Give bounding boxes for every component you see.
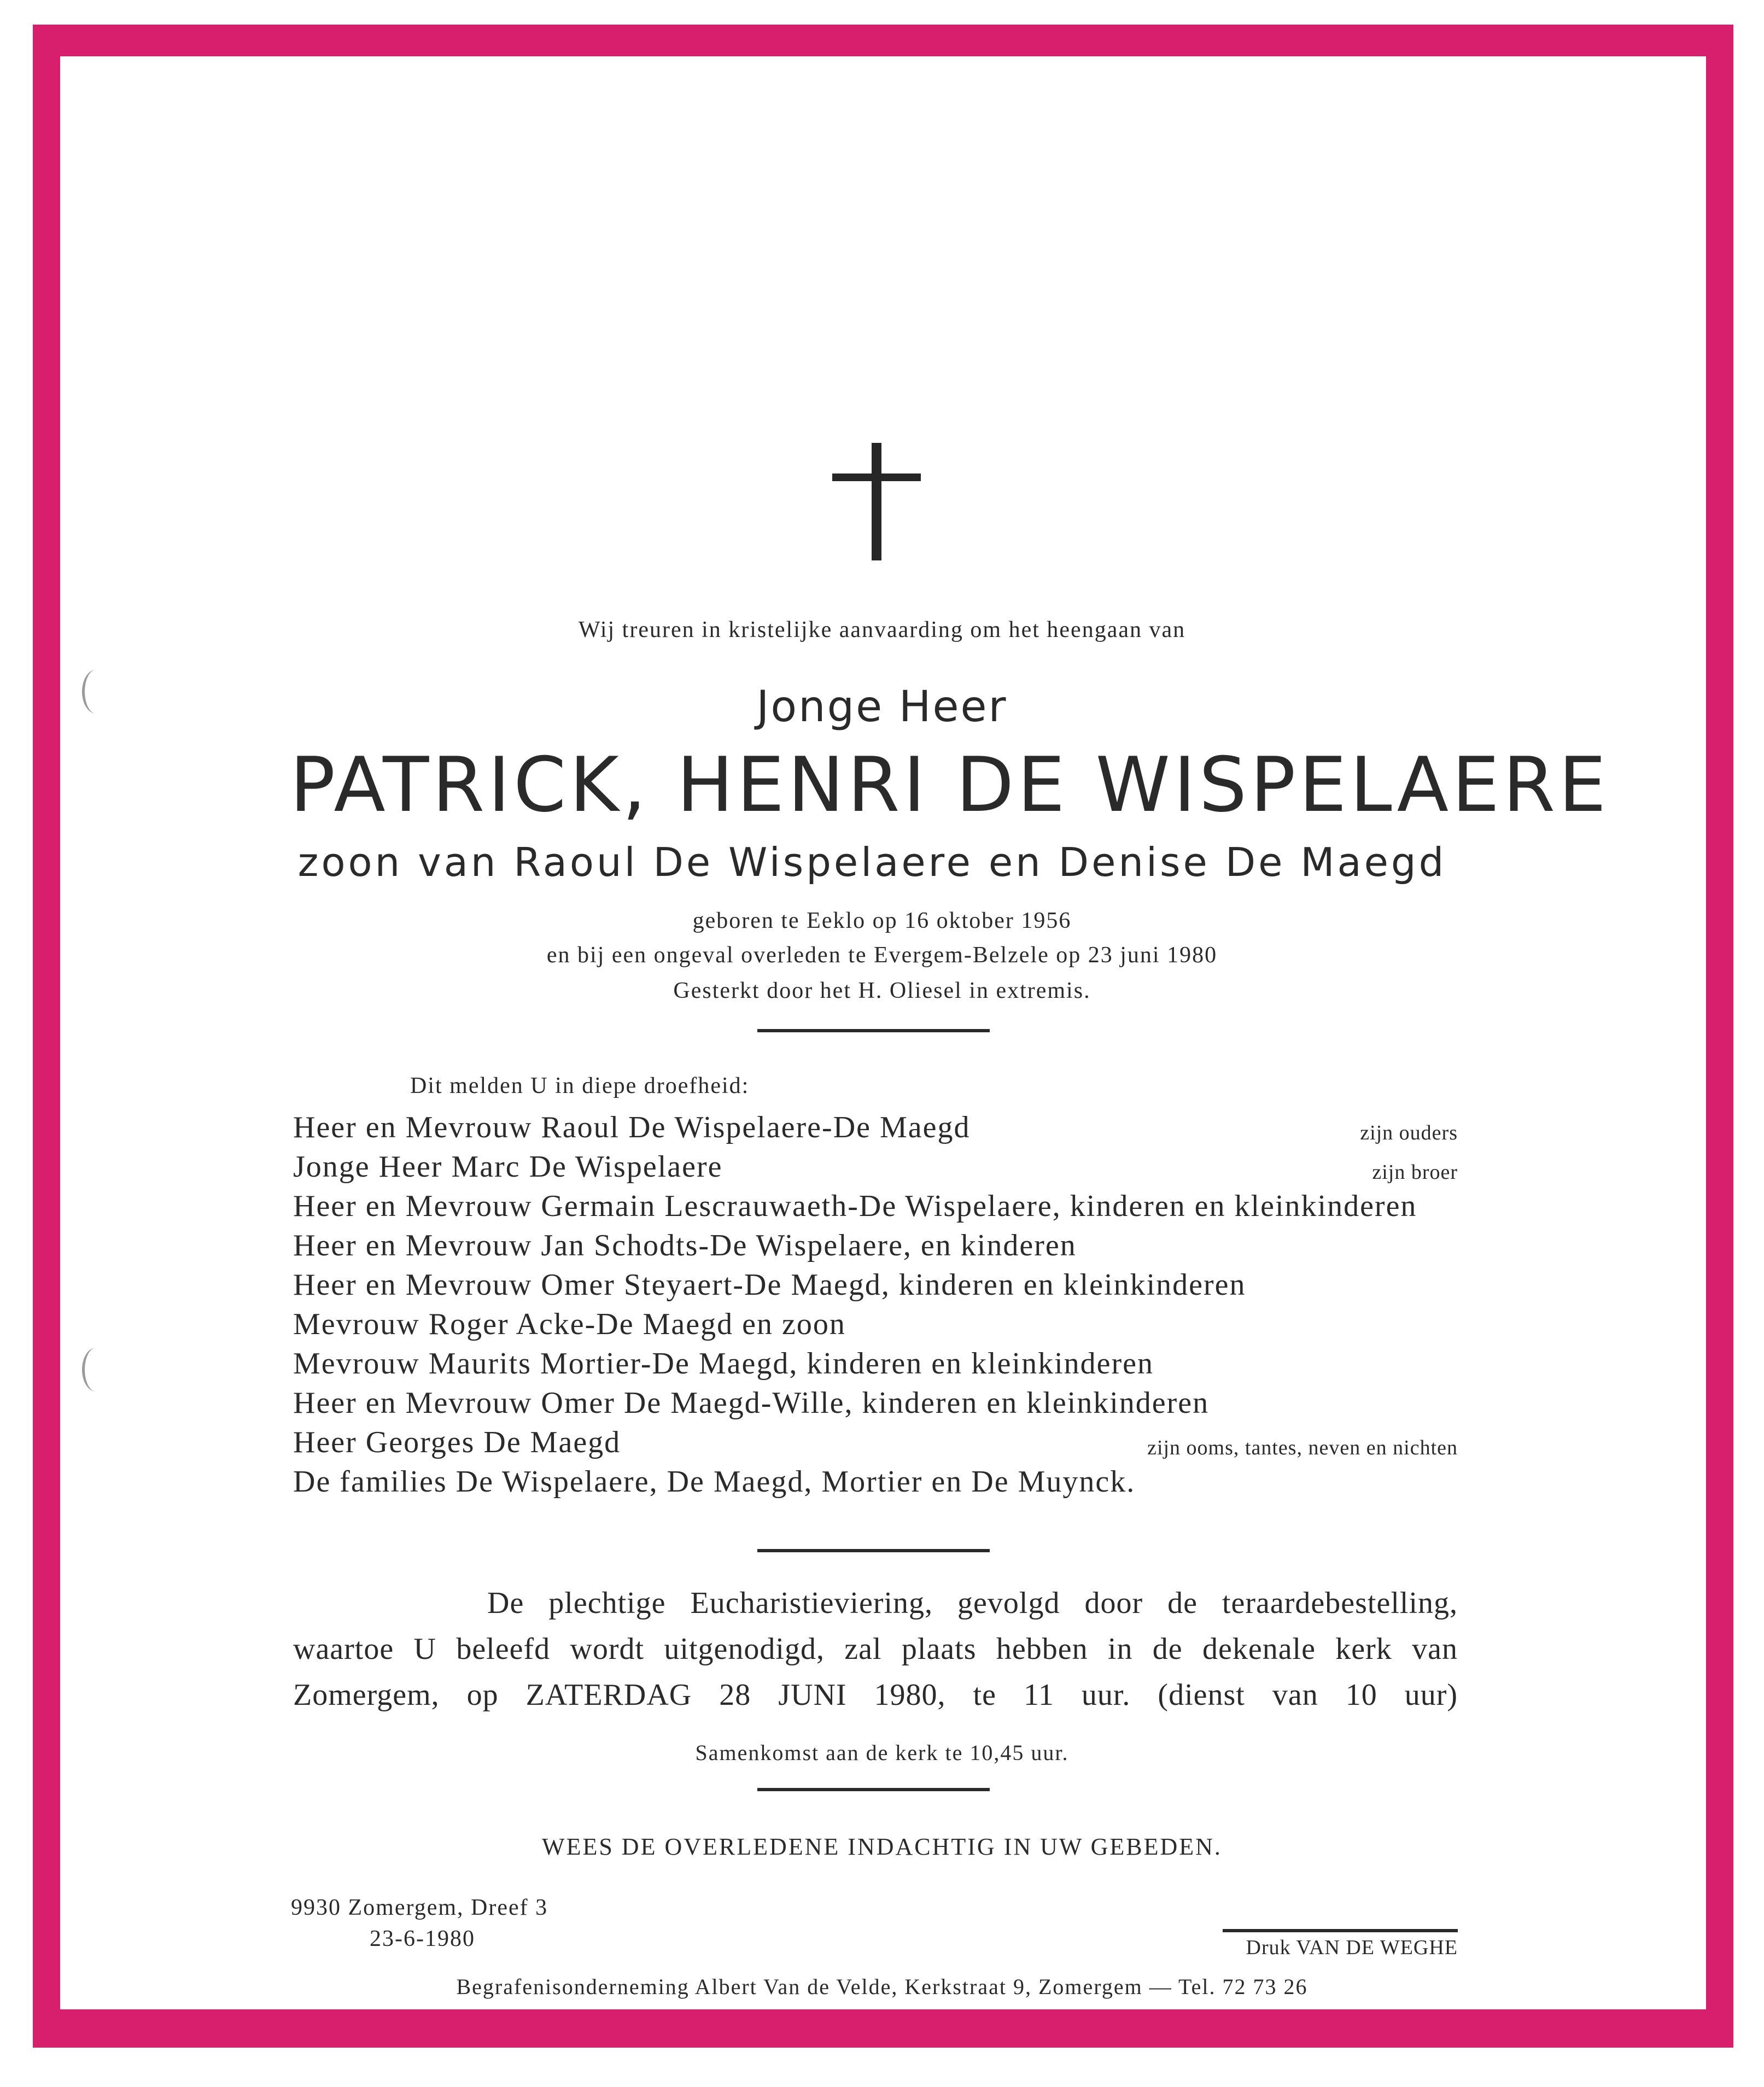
deceased-name: PATRICK, HENRI DE WISPELAERE [290,741,1610,829]
death-line: en bij een ongeval overleden te Evergem-Belzele op 23 juni 1980 [546,943,1218,968]
mourner-row [293,1149,1458,1189]
mourner-row [293,1346,1458,1386]
mourner-name: Heer en Mevrouw Raoul De Wispelaere-De Maegd [293,1110,971,1144]
binder-hole-mark [82,1348,110,1392]
announcement-text: Dit melden U in diepe droefheid: [410,1073,750,1098]
mourner-name: Heer en Mevrouw Omer Steyaert-De Maegd, kinderen en kleinkinderen [293,1268,1246,1302]
mourner-relation: zijn ouders [1360,1121,1458,1144]
family-address: 9930 Zomergem, Dreef 3 [291,1895,548,1920]
mourner-row [293,1110,1458,1149]
divider [757,1029,990,1032]
intro-text: Wij treuren in kristelijke aanvaarding om het heengaan van [578,617,1186,642]
mourner-name: Mevrouw Maurits Mortier-De Maegd, kinderen en kleinkinderen [293,1347,1154,1381]
mourner-relation: zijn ooms, tantes, neven en nichten [1147,1436,1458,1459]
mourner-name: Heer en Mevrouw Omer De Maegd-Wille, kinderen en kleinkinderen [293,1386,1210,1420]
service-line: waartoe U beleefd wordt uitgenodigd, zal plaats hebben in de dekenale kerk van [293,1632,1458,1666]
mourner-name: Heer en Mevrouw Germain Lescrauwaeth-De Wispelaere, kinderen en kleinkinderen [293,1189,1417,1223]
mourner-row [293,1267,1458,1307]
mourner-row [293,1425,1458,1464]
service-paragraph [293,1586,1458,1723]
prayer-request: WEES DE OVERLEDENE INDACHTIG IN UW GEBEDEN. [542,1833,1222,1860]
mourner-row [293,1228,1458,1267]
parents-line: zoon van Raoul De Wispelaere en Denise De Maegd [297,839,1447,885]
mourner-row [293,1464,1458,1504]
deceased-title: Jonge Heer [756,682,1008,732]
divider [757,1788,990,1791]
gathering-line: Samenkomst aan de kerk te 10,45 uur. [695,1740,1069,1765]
mourner-row [293,1189,1458,1228]
divider [757,1549,990,1552]
mourner-name: Mevrouw Roger Acke-De Maegd en zoon [293,1307,846,1341]
mourner-row [293,1386,1458,1425]
service-line: De plechtige Eucharistieviering, gevolgd door de teraardebestelling, [487,1586,1458,1620]
mourner-relation: zijn broer [1372,1161,1458,1184]
notice-date: 23-6-1980 [370,1926,475,1951]
cross-icon-horizontal [832,473,921,481]
mourner-row [293,1307,1458,1346]
undertaker-line: Begrafenisonderneming Albert Van de Velde, Kerkstraat 9, Zomergem — Tel. 72 73 26 [456,1974,1308,1999]
mourner-name: De families De Wispelaere, De Maegd, Mortier en De Muynck. [293,1465,1136,1499]
mourner-name: Heer Georges De Maegd [293,1425,621,1459]
mourner-name: Heer en Mevrouw Jan Schodts-De Wispelaere, en kinderen [293,1229,1077,1262]
mourner-name: Jonge Heer Marc De Wispelaere [293,1150,723,1184]
mourners-list [293,1110,1458,1504]
sacrament-line: Gesterkt door het H. Oliesel in extremis. [673,978,1091,1003]
printer-credit: Druk VAN DE WEGHE [1223,1929,1458,1960]
birth-line: geboren te Eeklo op 16 oktober 1956 [692,908,1072,933]
service-line: Zomergem, op ZATERDAG 28 JUNI 1980, te 11 uur. (dienst van 10 uur) [293,1678,1458,1712]
cross-icon-vertical [872,443,881,560]
